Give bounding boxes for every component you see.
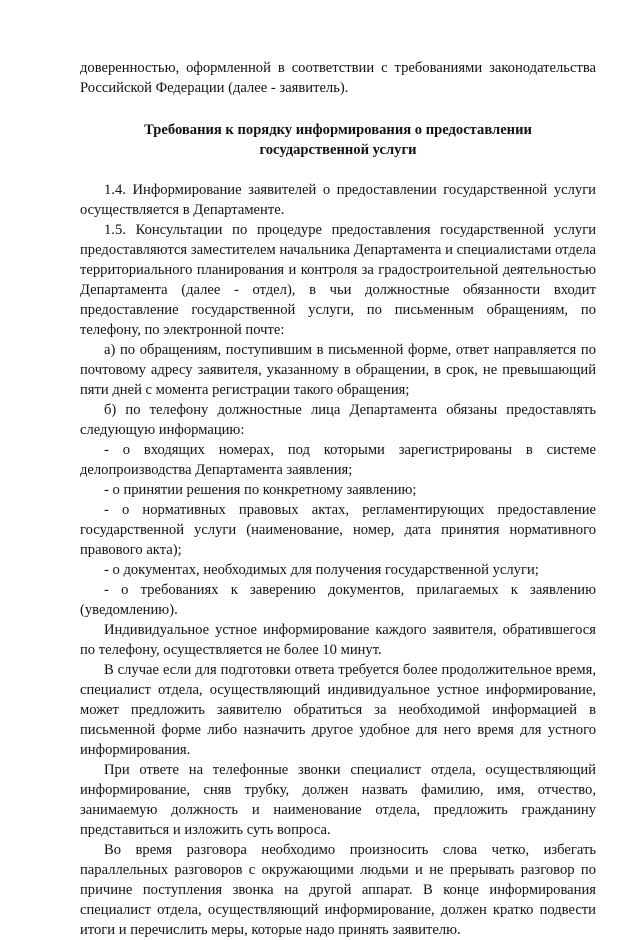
paragraph-individual-informing: Индивидуальное устное информирование каждого заявителя, обратившегося по телефону, осуществляется не более 10 минут. xyxy=(80,622,596,658)
paragraph-longer-preparation: В случае если для подготовки ответа требуется более продолжительное время, специалист отдела, осуществляющий индивидуальное устное информирование, может предложить заявителю обратиться за необходимой информацией в письменной форме либо назначить другое удобное для него время для устного информирования. xyxy=(80,662,596,758)
list-item-incoming-numbers: - о входящих номерах, под которыми зарегистрированы в системе делопроизводства Департамента заявления; xyxy=(80,442,596,478)
list-item-decision: - о принятии решения по конкретному заявлению; xyxy=(104,482,417,498)
intro-paragraph: доверенностью, оформленной в соответствии с требованиями законодательства Российской Федерации (далее - заявитель). xyxy=(80,60,596,96)
paragraph-1-5: 1.5. Консультации по процедуре предоставления государственной услуги предоставляются заместителем начальника Департамента и специалистами отдела территориального планирования и контроля за градостроительной деятельностью Департамента (далее - отдел), в чьи должностные обязанности входит предоставление государственной услуги, по письменным обращениям, по телефону, по электронной почте: xyxy=(80,222,596,338)
document-page xyxy=(80,58,596,940)
list-item-documents: - о документах, необходимых для получения государственной услуги; xyxy=(104,562,539,578)
paragraph-conversation: Во время разговора необходимо произносить слова четко, избегать параллельных разговоров с окружающими людьми и не прерывать разговор по причине поступления звонка на другой аппарат. В конце информирования специалист отдела, осуществляющий информирование, должен кратко подвести итоги и перечислить меры, которые надо принять заявителю. xyxy=(80,842,596,938)
list-item-certification: - о требованиях к заверению документов, прилагаемых к заявлению (уведомлению). xyxy=(80,582,596,618)
section-title xyxy=(80,120,596,160)
section-title-line-2: государственной услуги xyxy=(259,142,417,158)
paragraph-phone-calls: При ответе на телефонные звонки специалист отдела, осуществляющий информирование, сняв трубку, должен назвать фамилию, имя, отчество, занимаемую должность и наименование отдела, предложить гражданину представиться и изложить суть вопроса. xyxy=(80,762,596,838)
paragraph-1-4: 1.4. Информирование заявителей о предоставлении государственной услуги осуществляется в Департаменте. xyxy=(80,182,596,218)
list-item-legal-acts: - о нормативных правовых актах, регламентирующих предоставление государственной услуги (наименование, номер, дата принятия нормативного правового акта); xyxy=(80,502,596,558)
paragraph-item-a: а) по обращениям, поступившим в письменной форме, ответ направляется по почтовому адресу заявителя, указанному в обращении, в срок, не превышающий пяти дней с момента регистрации такого обращения; xyxy=(80,342,596,398)
paragraph-item-b: б) по телефону должностные лица Департамента обязаны предоставлять следующую информацию: xyxy=(80,402,596,438)
section-title-line-1: Требования к порядку информирования о предоставлении xyxy=(144,122,532,138)
